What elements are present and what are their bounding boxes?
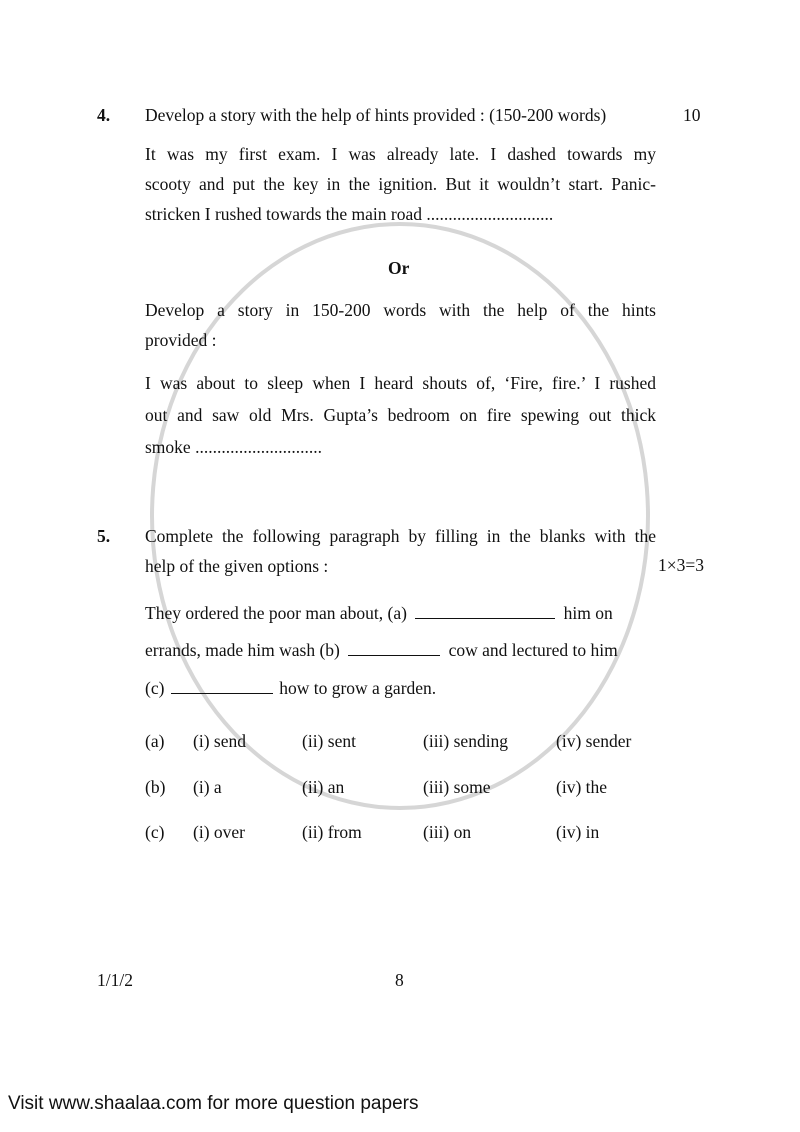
alt-hint-line: smoke ............................. <box>145 437 322 457</box>
option-choice: (iii) on <box>423 822 472 842</box>
question-4-alt-prompt <box>145 295 656 355</box>
paragraph-text: cow and lectured to him <box>448 640 618 660</box>
question-5-marks: 1×3=3 <box>658 555 704 575</box>
alt-hint-line: I was about to sleep when I heard shouts of, ‘Fire, fire.’ I rushed <box>145 373 656 393</box>
option-label: (a) <box>145 731 165 751</box>
prompt-line: help of the given options : <box>145 556 329 576</box>
blank-a <box>415 604 555 619</box>
option-choice: (iv) in <box>556 822 600 842</box>
paper-code: 1/1/2 <box>97 970 133 990</box>
question-5-number: 5. <box>97 526 111 546</box>
hint-line: It was my first exam. I was already late. I dashed towards my <box>145 144 656 164</box>
or-separator: Or <box>388 258 410 278</box>
paragraph-text: how to grow a garden. <box>279 678 437 698</box>
option-choice: (iv) sender <box>556 731 632 751</box>
hint-line: scooty and put the key in the ignition. But it wouldn’t start. Panic- <box>145 174 656 194</box>
blank-c <box>171 679 273 694</box>
option-choice: (i) a <box>193 777 222 797</box>
alt-prompt-line: Develop a story in 150-200 words with the help of the hints <box>145 300 656 320</box>
option-label: (c) <box>145 822 165 842</box>
option-choice: (iii) sending <box>423 731 509 751</box>
question-4-hints <box>145 139 656 229</box>
paragraph-text: (c) <box>145 678 165 698</box>
page-number: 8 <box>395 970 404 990</box>
option-choice: (iii) some <box>423 777 491 797</box>
question-4-prompt: Develop a story with the help of hints provided : (150-200 words) <box>145 105 607 125</box>
blank-b <box>348 641 440 656</box>
option-label: (b) <box>145 777 166 797</box>
paragraph-text: They ordered the poor man about, (a) <box>145 603 407 623</box>
question-5-prompt <box>145 521 656 581</box>
paragraph-line-1 <box>145 603 613 624</box>
paragraph-line-3 <box>145 678 436 699</box>
question-4-number: 4. <box>97 105 111 125</box>
option-choice: (iv) the <box>556 777 608 797</box>
prompt-line: Complete the following paragraph by filling in the blanks with the <box>145 526 656 546</box>
hint-line: stricken I rushed towards the main road ............................. <box>145 204 554 224</box>
shaalaa-footer-link[interactable]: Visit www.shaalaa.com for more question papers <box>8 1093 419 1114</box>
option-choice: (ii) from <box>302 822 362 842</box>
paragraph-line-2 <box>145 640 618 661</box>
option-choice: (i) over <box>193 822 245 842</box>
question-4-alt-hints <box>145 367 656 463</box>
paragraph-text: errands, made him wash (b) <box>145 640 340 660</box>
option-choice: (ii) sent <box>302 731 356 751</box>
alt-prompt-line: provided : <box>145 330 217 350</box>
alt-hint-line: out and saw old Mrs. Gupta’s bedroom on fire spewing out thick <box>145 405 656 425</box>
question-4-marks: 10 <box>683 105 701 125</box>
paragraph-text: him on <box>563 603 613 623</box>
option-choice: (i) send <box>193 731 246 751</box>
option-choice: (ii) an <box>302 777 345 797</box>
